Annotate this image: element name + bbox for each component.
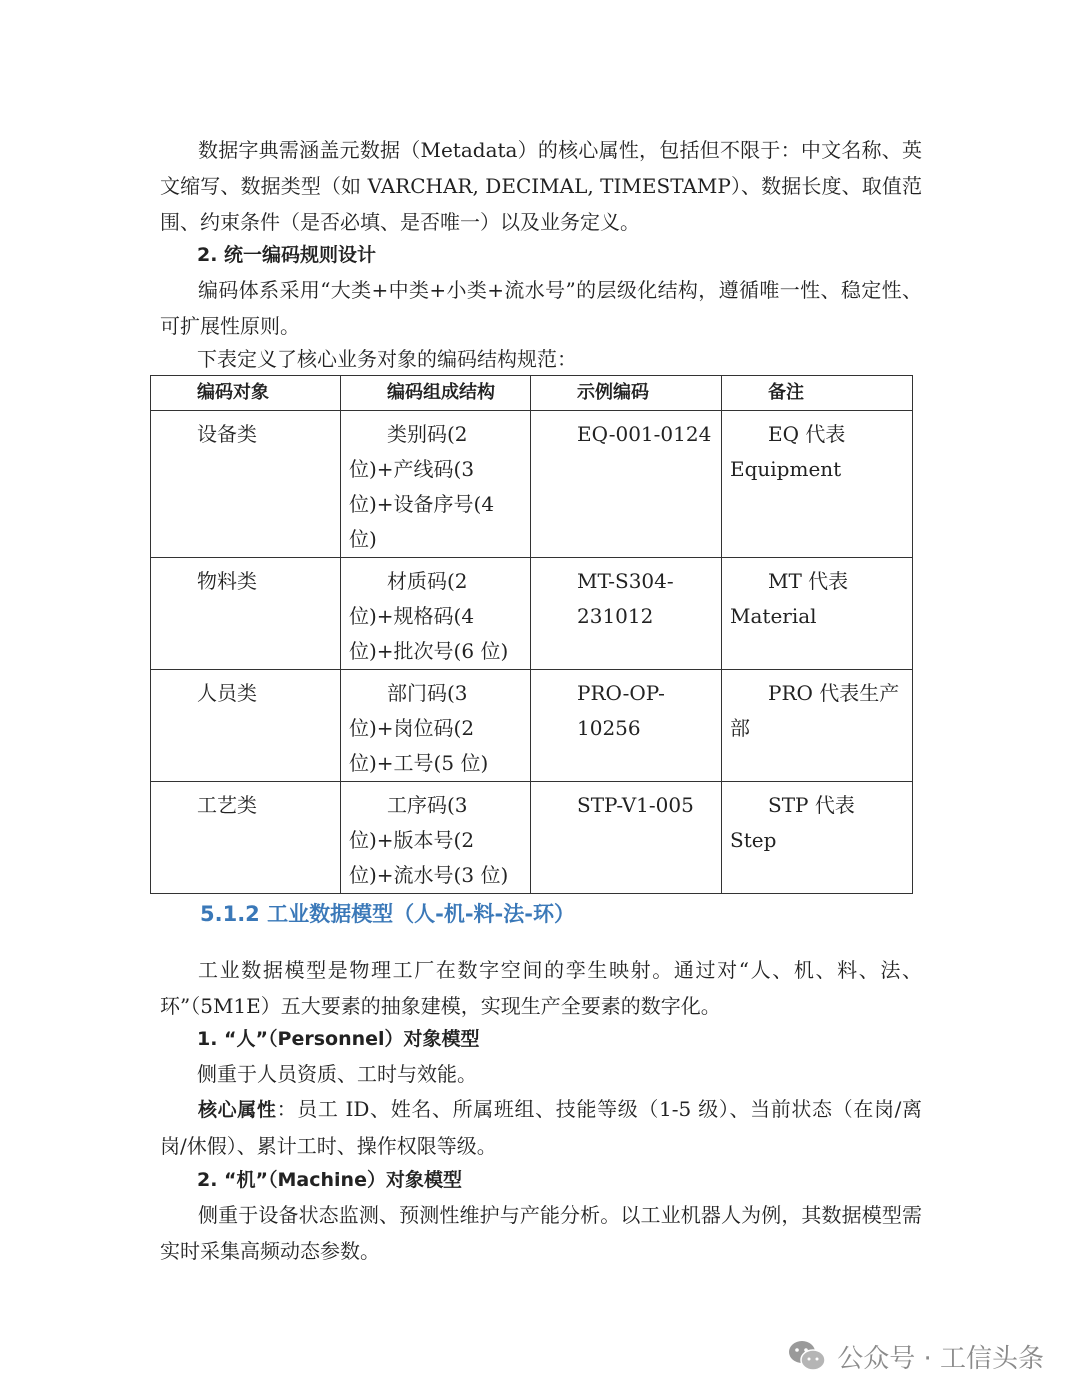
table-row xyxy=(151,782,913,894)
coding-structure-table xyxy=(150,375,913,894)
section-title: 5.1.2 工业数据模型（人-机-料-法-环） xyxy=(200,902,575,926)
table-row xyxy=(151,670,913,782)
table-cell-note: MT 代表 Material xyxy=(722,558,913,670)
personnel-heading: 1. “人”（Personnel）对象模型 xyxy=(197,1028,480,1050)
table-cell-structure: 工序码(3 位)+版本号(2 位)+流水号(3 位) xyxy=(341,782,531,894)
coding-paragraph: 编码体系采用“大类+中类+小类+流水号”的层级化结构，遵循唯一性、稳定性、可扩展性原则。 xyxy=(160,278,922,338)
table-cell-example: MT-S304-231012 xyxy=(531,558,722,670)
table-cell-object: 物料类 xyxy=(151,558,341,670)
personnel-focus: 侧重于人员资质、工时与效能。 xyxy=(197,1062,477,1086)
attributes-text: ：员工 ID、姓名、所属班组、技能等级（1-5 级）、当前状态（在岗/离岗/休假）、累计工时、操作权限等级。 xyxy=(160,1097,922,1158)
table-cell-object: 设备类 xyxy=(151,411,341,558)
table-cell-object: 工艺类 xyxy=(151,782,341,894)
coding-rule-heading: 2. 统一编码规则设计 xyxy=(197,244,377,266)
table-intro: 下表定义了核心业务对象的编码结构规范： xyxy=(197,347,577,371)
machine-heading: 2. “机”（Machine）对象模型 xyxy=(197,1169,462,1191)
watermark xyxy=(787,1336,1044,1376)
column-header: 示例编码 xyxy=(531,376,722,411)
table-cell-example: EQ-001-0124 xyxy=(531,411,722,558)
wechat-icon xyxy=(787,1338,827,1374)
table-cell-structure: 材质码(2 位)+规格码(4 位)+批次号(6 位) xyxy=(341,558,531,670)
table-cell-example: PRO-OP-10256 xyxy=(531,670,722,782)
machine-focus: 侧重于设备状态监测、预测性维护与产能分析。以工业机器人为例，其数据模型需实时采集高频动态参数。 xyxy=(160,1203,922,1263)
table-header-row xyxy=(151,376,913,411)
table-row xyxy=(151,558,913,670)
table-cell-structure: 部门码(3 位)+岗位码(2 位)+工号(5 位) xyxy=(341,670,531,782)
attributes-label: 核心属性 xyxy=(198,1099,277,1121)
table-cell-note: EQ 代表 Equipment xyxy=(722,411,913,558)
watermark-text: 公众号 · 工信头条 xyxy=(837,1343,1044,1374)
personnel-attributes xyxy=(160,1091,922,1164)
table-cell-structure: 类别码(2 位)+产线码(3 位)+设备序号(4 位) xyxy=(341,411,531,558)
table-cell-note: PRO 代表生产部 xyxy=(722,670,913,782)
data-model-paragraph: 工业数据模型是物理工厂在数字空间的孪生映射。通过对“人、机、料、法、环”（5M1E）五大要素的抽象建模，实现生产全要素的数字化。 xyxy=(160,958,922,1018)
table-cell-object: 人员类 xyxy=(151,670,341,782)
column-header: 备注 xyxy=(722,376,913,411)
column-header: 编码组成结构 xyxy=(341,376,531,411)
metadata-paragraph: 数据字典需涵盖元数据（Metadata）的核心属性，包括但不限于：中文名称、英文缩写、数据类型（如 VARCHAR, DECIMAL, TIMESTAMP）、数据长度、取值范围、约束条件（是否必填、是否唯一）以及业务定义。 xyxy=(160,138,922,234)
table-cell-note: STP 代表 Step xyxy=(722,782,913,894)
column-header: 编码对象 xyxy=(151,376,341,411)
table-row xyxy=(151,411,913,558)
table-cell-example: STP-V1-005 xyxy=(531,782,722,894)
